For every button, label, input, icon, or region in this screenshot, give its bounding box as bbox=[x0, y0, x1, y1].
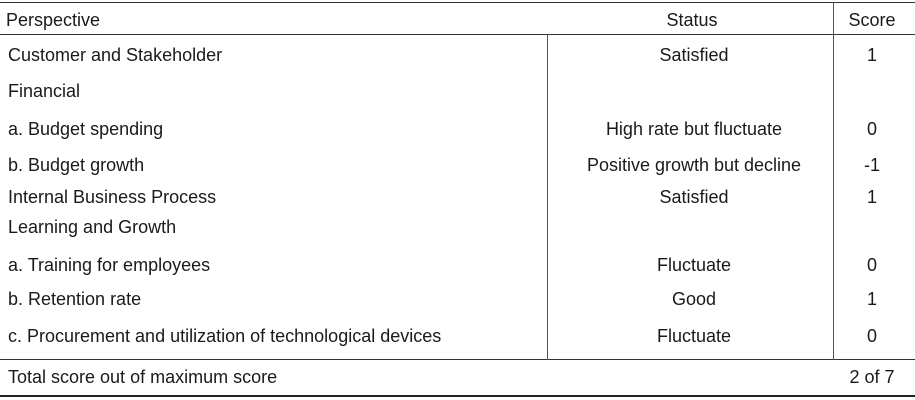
row-score: 1 bbox=[866, 187, 877, 207]
row-score: 0 bbox=[866, 326, 877, 346]
row-status: High rate but fluctuate bbox=[605, 119, 783, 139]
total-label: Total score out of maximum score bbox=[8, 367, 278, 387]
row-score: -1 bbox=[863, 155, 880, 175]
row-perspective: a. Training for employees bbox=[8, 255, 211, 275]
row-score: 1 bbox=[866, 45, 877, 65]
row-perspective: Learning and Growth bbox=[8, 217, 177, 237]
row-perspective: Financial bbox=[8, 81, 81, 101]
row-status: Positive growth but decline bbox=[586, 155, 802, 175]
row-score: 1 bbox=[866, 289, 877, 309]
score-column-divider bbox=[833, 2, 834, 360]
row-perspective: b. Budget growth bbox=[8, 155, 145, 175]
header-rule bbox=[0, 34, 915, 35]
row-perspective: Internal Business Process bbox=[8, 187, 217, 207]
row-status: Good bbox=[671, 289, 717, 309]
row-perspective: b. Retention rate bbox=[8, 289, 142, 309]
total-rule bbox=[0, 359, 915, 360]
row-status: Fluctuate bbox=[656, 326, 732, 346]
row-score: 0 bbox=[866, 119, 877, 139]
status-column-divider bbox=[547, 34, 548, 360]
row-score: 0 bbox=[866, 255, 877, 275]
row-perspective: c. Procurement and utilization of technological devices bbox=[8, 326, 442, 346]
table-top-rule bbox=[0, 2, 915, 3]
total-score: 2 of 7 bbox=[849, 367, 895, 387]
row-perspective: Customer and Stakeholder bbox=[8, 45, 223, 65]
row-status: Satisfied bbox=[659, 45, 729, 65]
table-bottom-rule bbox=[0, 395, 915, 397]
header-perspective: Perspective bbox=[6, 10, 101, 30]
row-perspective: a. Budget spending bbox=[8, 119, 164, 139]
row-status: Satisfied bbox=[659, 187, 729, 207]
header-score: Score bbox=[848, 10, 896, 30]
row-status: Fluctuate bbox=[656, 255, 732, 275]
header-status: Status bbox=[666, 10, 718, 30]
